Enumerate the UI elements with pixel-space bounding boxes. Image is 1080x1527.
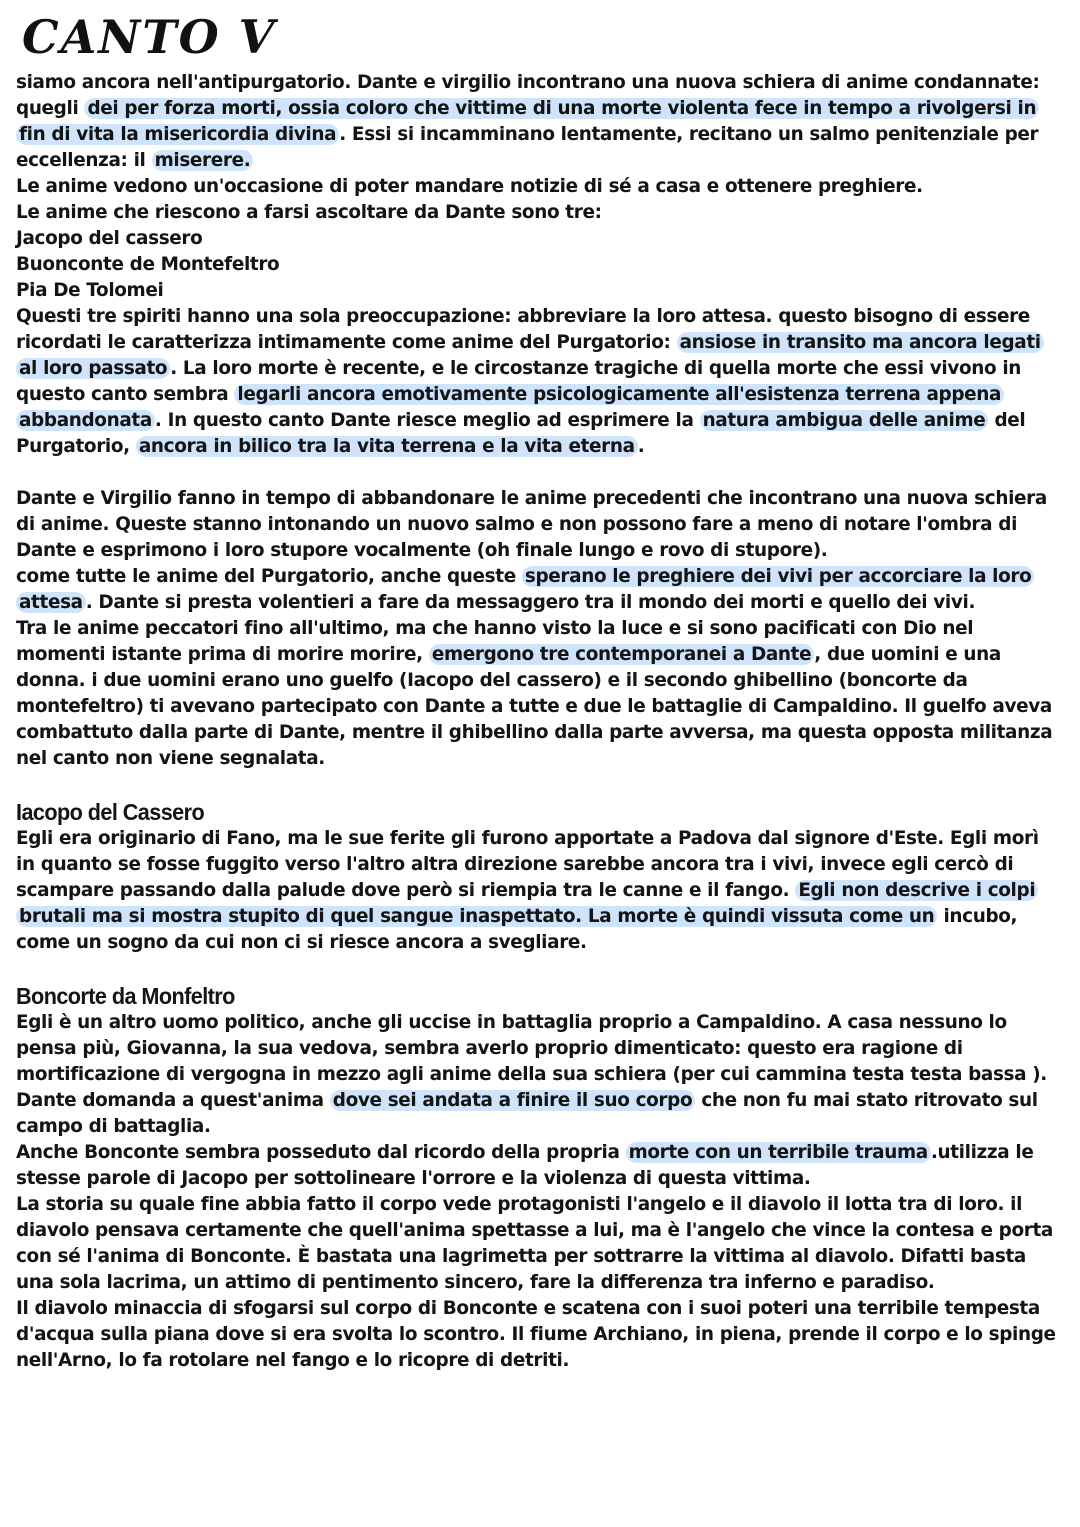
text-run: , due uomini e una donna. i due uomini erano uno guelfo (Iacopo del cassero) e il secondo ghibellino (boncorte da montefeltro) ti avevano partecipato con Dante a tutte e due le battaglie di Campaldino. Il guelfo aveva combattuto dalla parte di Dante, mentre il ghibellino dalla parte avversa, ma questa opposta militanza nel canto non viene segnalata. — [16, 644, 1053, 769]
text-run: come tutte le anime del Purgatorio, anche queste — [16, 566, 522, 587]
text-run: Dante domanda a quest'anima — [16, 1090, 330, 1111]
soul-name: Buonconte de Montefeltro — [16, 254, 280, 275]
text-run: . La loro morte è recente, e le circostanze tragiche di quella morte che essi vivono in questo canto sembra — [16, 358, 1022, 405]
boncorte-paragraph-4: La storia su quale fine abbia fatto il corpo vede protagonisti l'angelo e il diavolo il lotta tra di loro. il diavolo pensava certamente che quell'anima spettasse a lui, ma è l'angelo che vince la contesa e porta con sé l'anima di Bonconte. È bastata una lagrimetta per sottrarre la vittima al diavolo. Difatti basta una sola lacrima, un attimo di pentimento sincero, fare la differenza tra inferno e paradiso. — [16, 1194, 1053, 1293]
intro-line: Le anime vedono un'occasione di poter mandare notizie di sé a casa e ottenere preghiere. — [16, 176, 923, 197]
intro-line: Le anime che riescono a farsi ascoltare da Dante sono tre: — [16, 202, 602, 223]
highlighted-text: miserere. — [152, 150, 254, 171]
highlighted-text: morte con un terribile trauma — [626, 1142, 931, 1163]
highlighted-text: dove sei andata a finire il suo corpo — [330, 1090, 695, 1111]
text-run: .utilizza le stesse parole di Jacopo per sottolineare l'orrore e la violenza di questa vittima. — [16, 1142, 1034, 1189]
boncorte-paragraph-1: Egli è un altro uomo politico, anche gli uccise in battaglia proprio a Campaldino. A casa nessuno lo pensa più, Giovanna, la sua vedova, sembra averlo proprio dimenticato: questo era ragione di mortificazione di vergogna in mezzo agli anime della sua schiera (per cui cammina testa testa bassa ). — [16, 1012, 1047, 1085]
iacopo-paragraph — [16, 826, 1062, 956]
highlighted-text: ansiose in transito ma ancora legati al loro passato — [16, 332, 1044, 379]
text-run: Questi tre spiriti hanno una sola preoccupazione: abbreviare la loro attesa. questo bisogno di essere ricordati le caratterizza intimamente come anime del Purgatorio: — [16, 306, 1030, 353]
new-souls-paragraph: Dante e Virgilio fanno in tempo di abbandonare le anime precedenti che incontrano una nuova schiera di anime. Queste stanno intonando un nuovo salmo e non possono fare a meno di notare l'ombra di Dante e esprimono i loro stupore vocalmente (oh finale lungo e rovo di stupore). — [16, 488, 1047, 561]
highlighted-text: dei per forza morti, ossia coloro che vittime di una morte violenta fece in tempo a rivolgersi in fin di vita la misericordia divina — [16, 98, 1039, 145]
spacer — [16, 772, 1062, 798]
prayers-paragraph — [16, 564, 1062, 616]
boncorte-paragraph-2 — [16, 1088, 1062, 1140]
section-heading-iacopo: Iacopo del Cassero — [16, 799, 205, 825]
text-run: . Dante si presta volentieri a fare da messaggero tra il mondo dei morti e quello dei vivi. — [85, 592, 976, 613]
highlighted-text: natura ambigua delle anime — [700, 410, 989, 431]
text-run: che non fu mai stato ritrovato sul campo di battaglia. — [16, 1090, 1038, 1137]
section-heading-boncorte: Boncorte da Monfeltro — [16, 983, 235, 1009]
highlighted-text: emergono tre contemporanei a Dante — [429, 644, 814, 665]
preoccupation-paragraph — [16, 304, 1062, 460]
text-run: siamo ancora nell'antipurgatorio. Dante e virgilio incontrano una nuova schiera di anime condannate: quegli — [16, 72, 1040, 119]
highlighted-text: sperano le preghiere dei vivi per accorciare la loro attesa — [16, 566, 1034, 613]
text-run: . Essi si incamminano lentamente, recitano un salmo penitenziale per eccellenza: il — [16, 124, 1039, 171]
text-run: . — [637, 436, 645, 457]
highlighted-text: Egli non descrive i colpi brutali ma si mostra stupito di quel sangue inaspettato. La morte è quindi vissuta come un — [16, 880, 1038, 927]
text-run: Anche Bonconte sembra posseduto dal ricordo della propria — [16, 1142, 626, 1163]
spacer — [16, 956, 1062, 982]
contemporaries-paragraph — [16, 616, 1062, 772]
boncorte-paragraph-5: Il diavolo minaccia di sfogarsi sul corpo di Bonconte e scatena con i suoi poteri una terribile tempesta d'acqua sulla piana dove si era svolta lo scontro. Il fiume Archiano, in piena, prende il corpo e lo spinge nell'Arno, lo fa rotolare nel fango e lo ricopre di detriti. — [16, 1298, 1056, 1371]
text-run: del Purgatorio, — [16, 410, 1026, 457]
text-run: . In questo canto Dante riesce meglio ad esprimere la — [154, 410, 700, 431]
boncorte-paragraph-3 — [16, 1140, 1062, 1192]
text-run: Tra le anime peccatori fino all'ultimo, ma che hanno visto la luce e si sono pacificati con Dio nel momenti istante prima di morire morire, — [16, 618, 974, 665]
spacer — [16, 460, 1062, 486]
soul-name: Jacopo del cassero — [16, 228, 203, 249]
page-title: CANTO V — [22, 10, 277, 64]
highlighted-text: legarli ancora emotivamente psicologicamente all'esistenza terrena appena abbandonata — [16, 384, 1004, 431]
text-run: Egli era originario di Fano, ma le sue ferite gli furono apportate a Padova dal signore d'Este. Egli morì in quanto se fosse fuggito verso l'altro altra direzione sarebbe ancora tra i vivi, invece egli cercò di scampare passando dalla palude dove però si riempia tra le canne e il fango. — [16, 828, 1039, 901]
highlighted-text: ancora in bilico tra la vita terrena e la vita eterna — [136, 436, 638, 457]
text-run: incubo, come un sogno da cui non ci si riesce ancora a svegliare. — [16, 906, 1018, 953]
intro-paragraph — [16, 70, 1062, 174]
soul-name: Pia De Tolomei — [16, 280, 164, 301]
